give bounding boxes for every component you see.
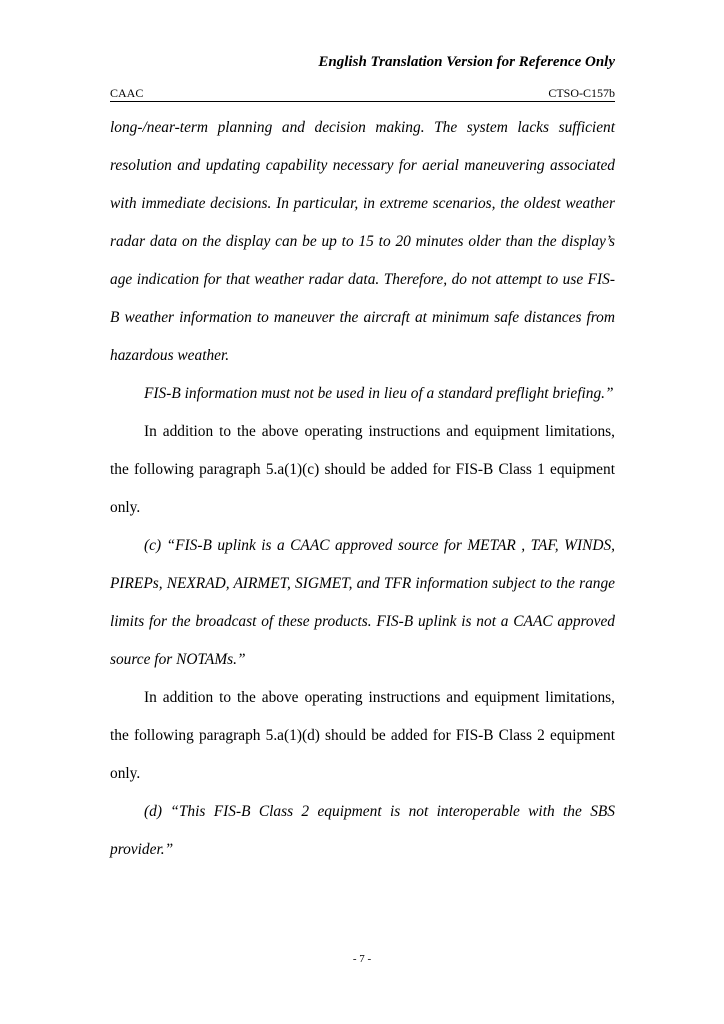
paragraph-continuation: long-/near-term planning and decision making. The system lacks sufficient resolution and updating capability necessary for aerial maneuvering associated with immediate decisions. In particular, in extreme scenarios, the oldest weather radar data on the display can be up to 15 to 20 minutes older than the display’s age indication for that weather radar data. Therefore, do not attempt to use FIS-B weather information to maneuver the aircraft at minimum safe distances from hazardous weather. [110, 119, 615, 364]
paragraph-class1-intro: In addition to the above operating instructions and equipment limitations, the following paragraph 5.a(1)(c) should be added for FIS-B Class 1 equipment only. [110, 423, 615, 516]
header-left: CAAC [110, 86, 144, 100]
translation-banner: English Translation Version for Reference Only [318, 54, 615, 70]
header-right: CTSO-C157b [548, 86, 615, 100]
paragraph-fisb-warning: FIS-B information must not be used in lieu of a standard preflight briefing.” [144, 385, 614, 402]
paragraph-item-c: (c) “FIS-B uplink is a CAAC approved source for METAR , TAF, WINDS, PIREPs, NEXRAD, AIRMET, SIGMET, and TFR information subject to the range limits for the broadcast of these products. FIS-B uplink is not a CAAC approved source for NOTAMs.” [110, 537, 615, 668]
paragraph-item-d: (d) “This FIS-B Class 2 equipment is not interoperable with the SBS provider.” [110, 803, 615, 858]
page-number: - 7 - [352, 953, 372, 965]
body-text [110, 109, 615, 869]
running-header [110, 85, 615, 102]
paragraph-class2-intro: In addition to the above operating instructions and equipment limitations, the following paragraph 5.a(1)(d) should be added for FIS-B Class 2 equipment only. [110, 689, 615, 782]
